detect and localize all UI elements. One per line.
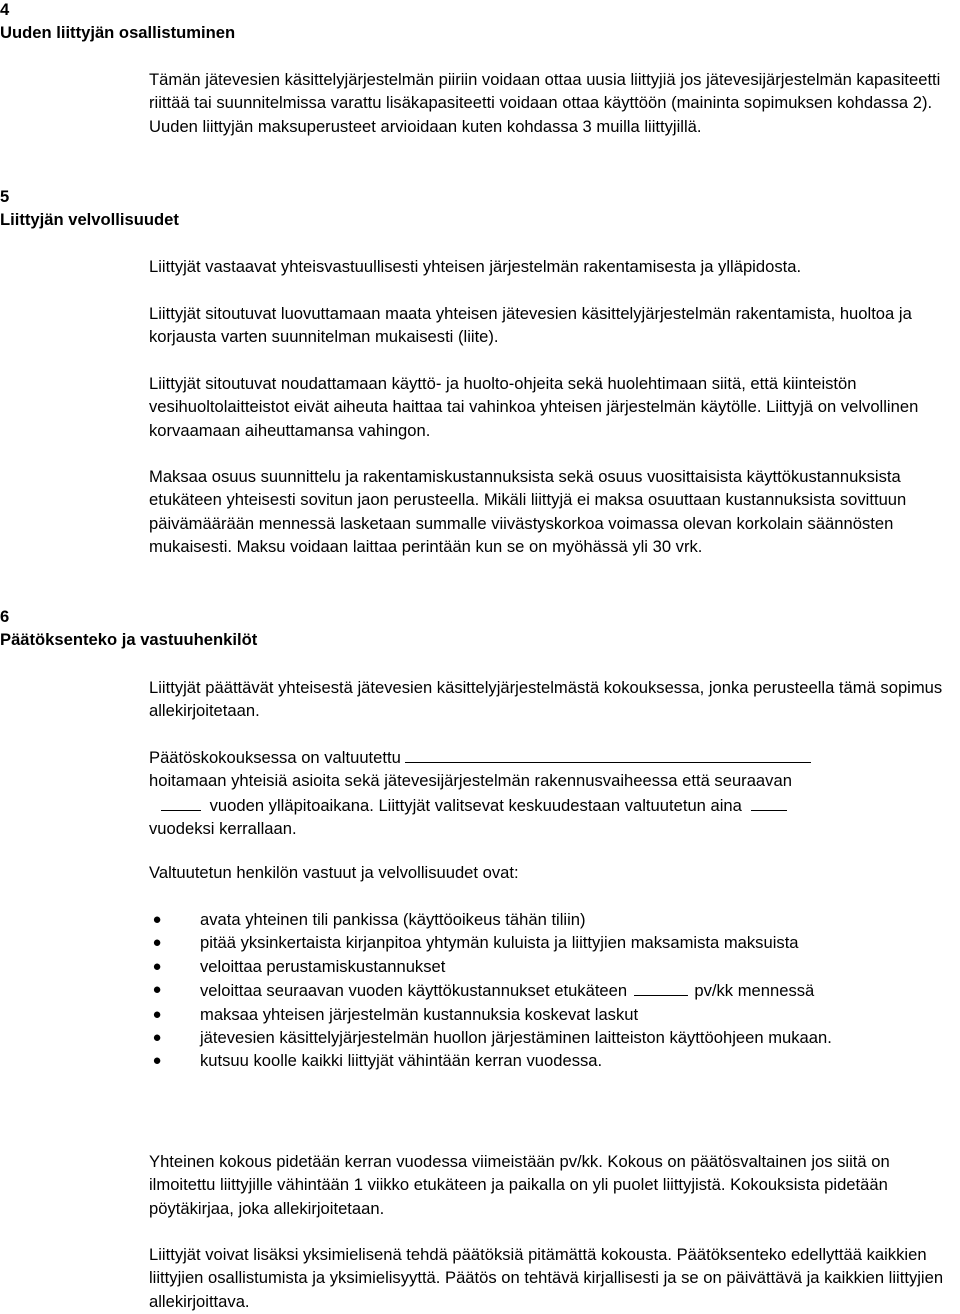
duties-intro: Valtuutetun henkilön vastuut ja velvollisuudet ovat: <box>149 863 519 882</box>
bullet-icon: ● <box>152 1029 162 1047</box>
duties-list <box>149 908 960 1073</box>
due-date-blank <box>634 978 688 996</box>
delegate-line-1: Päätöskokouksessa on valtuutettu <box>149 748 401 767</box>
section-4-heading <box>0 0 235 44</box>
list-item: ● veloittaa perustamiskustannukset <box>149 955 960 978</box>
section-6-paragraph-1: Liittyjät päättävät yhteisestä jätevesien käsittelyjärjestelmästä kokouksessa, jonka perusteella tämä sopimus allekirjoitetaan. <box>149 678 943 721</box>
bullet-icon: ● <box>152 934 162 952</box>
list-item: ● kutsuu koolle kaikki liittyjät vähintään kerran vuodessa. <box>149 1049 960 1072</box>
decisions-paragraph: Liittyjät voivat lisäksi yksimielisenä tehdä päätöksiä pitämättä kokousta. Päätöksenteko edellyttää kaikkien liittyjien osallistumista ja yksimielisyyttä. Päätös on tehtävä kirjallisesti ja se on päivättävä ja kaikkien liittyjien allekirjoittava. <box>149 1245 944 1311</box>
section-6-heading <box>0 605 257 651</box>
bullet-icon: ● <box>152 1005 162 1023</box>
section-number: 5 <box>0 187 10 206</box>
delegate-line-3: vuoden ylläpitoaikana. Liittyjät valitsevat keskuudestaan valtuutetun aina <box>209 795 742 815</box>
section-5-paragraph-1: Liittyjät vastaavat yhteisvastuullisesti yhteisen järjestelmän rakentamisesta ja ylläpidosta. <box>149 257 802 276</box>
section-title: Uuden liittyjän osallistuminen <box>0 23 236 42</box>
delegate-term-blank <box>751 793 787 811</box>
section-title: Päätöksenteko ja vastuuhenkilöt <box>0 630 258 649</box>
list-item: ● veloittaa seuraavan vuoden käyttökustannukset etukäteen pv/kk mennessä <box>149 978 960 1002</box>
delegate-paragraph <box>149 745 954 841</box>
meeting-paragraph: Yhteinen kokous pidetään kerran vuodessa viimeistään pv/kk. Kokous on päätösvaltainen jos siitä on ilmoitettu liittyjille vähintään 1 viikko etukäteen ja paikalla on yli puolet liittyjistä. Kokouksista pidetään pöytäkirjaa, joka allekirjoitetaan. <box>149 1152 890 1218</box>
list-item: ● avata yhteinen tili pankissa (käyttöoikeus tähän tiliin) <box>149 908 960 931</box>
list-item: ● jätevesien käsittelyjärjestelmän huollon järjestäminen laitteiston käyttöohjeen mukaan. <box>149 1026 960 1049</box>
list-item: ● pitää yksinkertaista kirjanpitoa yhtymän kuluista ja liittyjien maksamista maksuista <box>149 931 960 954</box>
bullet-icon: ● <box>152 1052 162 1070</box>
section-5-paragraph-4: Maksaa osuus suunnittelu ja rakentamiskustannuksista sekä osuus vuosittaisista käyttökustannuksista etukäteen yhteisesti sovitun jaon perusteella. Mikäli liittyjä ei maksa osuuttaan kustannuksista sovittuun päivämäärään mennessä lasketaan summalle viivästyskorkoa voimassa olevan korkolain säännösten mukaisesti. Maksu voidaan laittaa perintään kun se on myöhässä yli 30 vrk. <box>149 467 907 557</box>
delegate-line-2: hoitamaan yhteisiä asioita sekä jätevesijärjestelmän rakennusvaiheessa että seuraavan <box>149 771 792 791</box>
section-number: 6 <box>0 607 10 626</box>
section-4-paragraph: Tämän jätevesien käsittelyjärjestelmän piiriin voidaan ottaa uusia liittyjiä jos jätevesijärjestelmän kapasiteetti riittää tai suunnitelmissa varattu lisäkapasiteetti voidaan ottaa käyttöön (maininta sopimuksen kohdassa 2). Uuden liittyjän maksuperusteet arvioidaan kuten kohdassa 3 muilla liittyjillä. <box>149 70 941 136</box>
section-5-paragraph-2: Liittyjät sitoutuvat luovuttamaan maata yhteisen jätevesien käsittelyjärjestelmän rakentamista, huoltoa ja korjausta varten suunnitelman mukaisesti (liite). <box>149 304 912 347</box>
bullet-icon: ● <box>152 911 162 928</box>
section-5-paragraph-3: Liittyjät sitoutuvat noudattamaan käyttö- ja huolto-ohjeita sekä huolehtimaan siitä, että kiinteistön vesihuoltolaitteistot eivät aiheuta haittaa tai vahinkoa yhteisen järjestelmän käytölle. Liittyjä on velvollinen korvaamaan aiheuttamansa vahingon. <box>149 374 919 440</box>
bullet-icon: ● <box>152 957 162 975</box>
delegate-line-4: vuodeksi kerrallaan. <box>149 819 297 839</box>
section-number: 4 <box>0 0 10 19</box>
section-title: Liittyjän velvollisuudet <box>0 210 179 229</box>
bullet-icon: ● <box>152 981 162 999</box>
section-5-heading <box>0 185 179 231</box>
list-item: ● maksaa yhteisen järjestelmän kustannuksia koskevat laskut <box>149 1003 960 1026</box>
delegate-year-blank <box>161 793 201 811</box>
delegate-name-blank <box>405 745 811 763</box>
